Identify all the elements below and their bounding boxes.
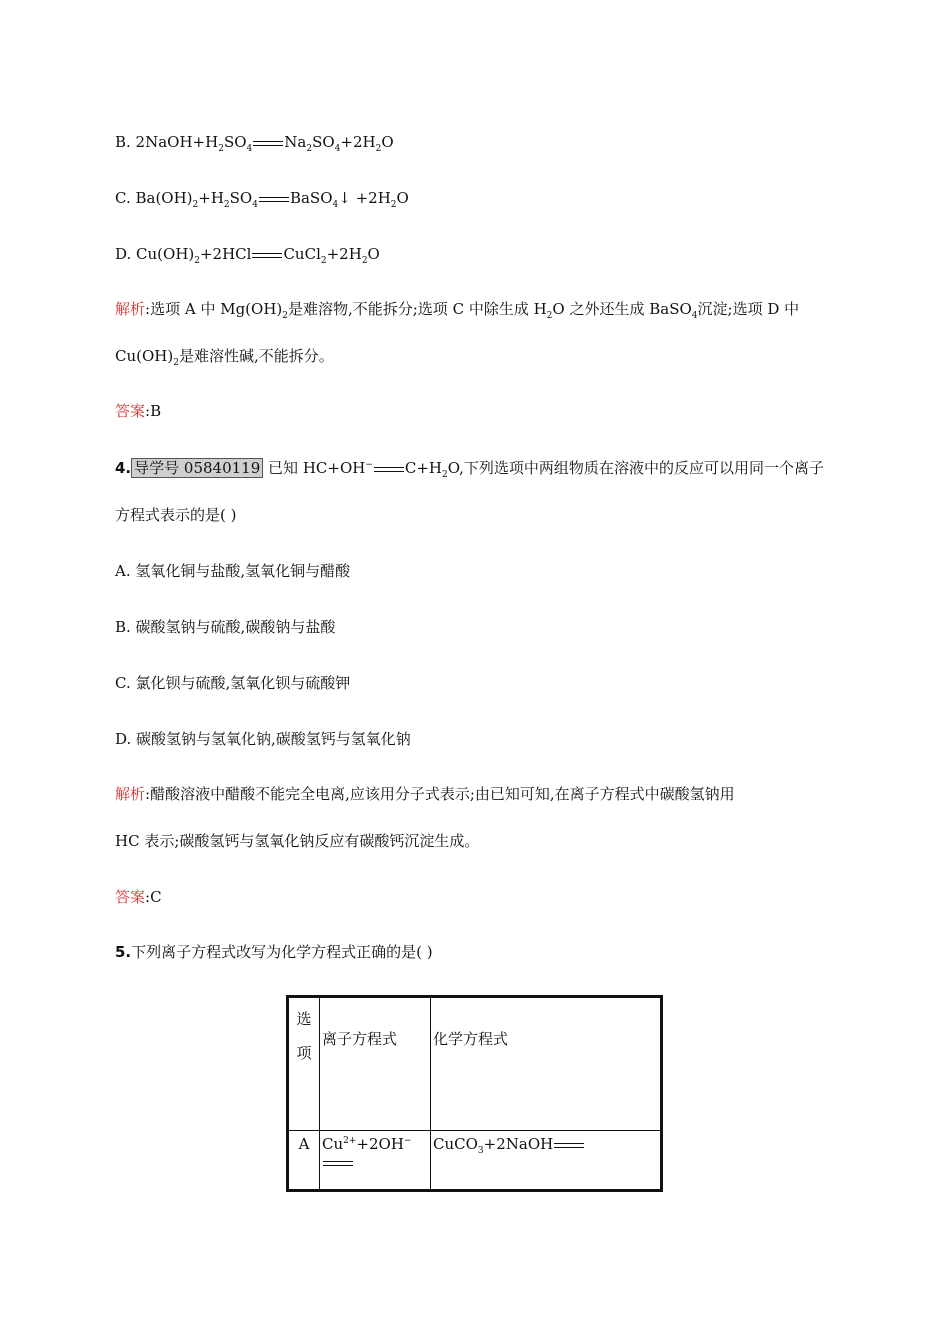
q4-stem-line1: 4. 导学号 05840119 已知 HC+OH− $C+H_2O$,下列选项中两组物质在溶液中的反应可以用同一个离子 [115, 459, 824, 480]
q4-option-c: C. 氯化钡与硫酸,氢氧化钡与硫酸钾 [115, 674, 351, 692]
header-chemical-cell: 化学方程式 [431, 997, 662, 1131]
q4-option-b: B. 碳酸氢钠与硫酸,碳酸钠与盐酸 [115, 618, 336, 636]
analysis-label: 解析 [115, 785, 146, 803]
q4-option-d: D. 碳酸氢钠与氢氧化钠,碳酸氢钙与氢氧化钠 [115, 730, 411, 748]
row-chemical-cell: CuCO$_3$+2NaOH [431, 1131, 662, 1191]
q3-analysis-line2: $Cu(OH)_2$是难溶性碱,不能拆分。 [115, 347, 334, 368]
options-table [286, 995, 663, 1192]
header-option-cell: 选 项 [288, 997, 320, 1131]
option-b-equation: B. $2NaOH+H_2SO_4$ $Na_2SO_4+2H_2O$ [115, 133, 394, 154]
q5-stem: 5.下列离子方程式改写为化学方程式正确的是( ) [115, 943, 433, 961]
table-row [288, 1131, 662, 1191]
q3-answer: 答案:B [115, 402, 162, 420]
header-ionic-cell: 离子方程式 [320, 997, 431, 1131]
answer-label: 答案 [115, 888, 146, 906]
equals-sign-icon [259, 197, 289, 202]
question-number: 4. [115, 459, 132, 477]
q3-analysis-line1: 解析:选项 A 中 $Mg(OH)_2$是难溶物,不能拆分;选项 C 中除生成 $H_2O$ 之外还生成 BaSO$_4$沉淀;选项 D 中 [115, 300, 800, 321]
row-option-cell: A [288, 1131, 320, 1191]
table-header-row [288, 997, 662, 1131]
analysis-label: 解析 [115, 300, 146, 318]
guide-number-tag[interactable]: 导学号 05840119 [131, 458, 263, 478]
equals-sign-icon [554, 1143, 584, 1148]
q4-analysis-line1: 解析:醋酸溶液中醋酸不能完全电离,应该用分子式表示;由已知可知,在离子方程式中碳酸氢钠用 [115, 785, 735, 803]
q4-answer: 答案:C [115, 888, 162, 906]
question-number: 5. [115, 943, 132, 961]
answer-label: 答案 [115, 402, 146, 420]
q4-option-a: A. 氢氧化铜与盐酸,氢氧化铜与醋酸 [115, 562, 351, 580]
q4-stem-line2: 方程式表示的是( ) [115, 506, 237, 524]
equals-sign-icon [323, 1161, 353, 1166]
option-c-equation: C. $Ba(OH)_2+H_2SO_4$ BaSO$_4$↓ $+2H_2O$ [115, 189, 409, 210]
row-ionic-cell: $Cu^{2+}+2OH^-$ [320, 1131, 431, 1191]
equals-sign-icon [252, 253, 282, 258]
equals-sign-icon [253, 141, 283, 146]
q4-analysis-line2: HC 表示;碳酸氢钙与氢氧化钠反应有碳酸钙沉淀生成。 [115, 832, 480, 850]
equals-sign-icon [374, 467, 404, 472]
option-d-equation: D. $Cu(OH)_2+2HCl$ $CuCl_2+2H_2O$ [115, 245, 380, 266]
